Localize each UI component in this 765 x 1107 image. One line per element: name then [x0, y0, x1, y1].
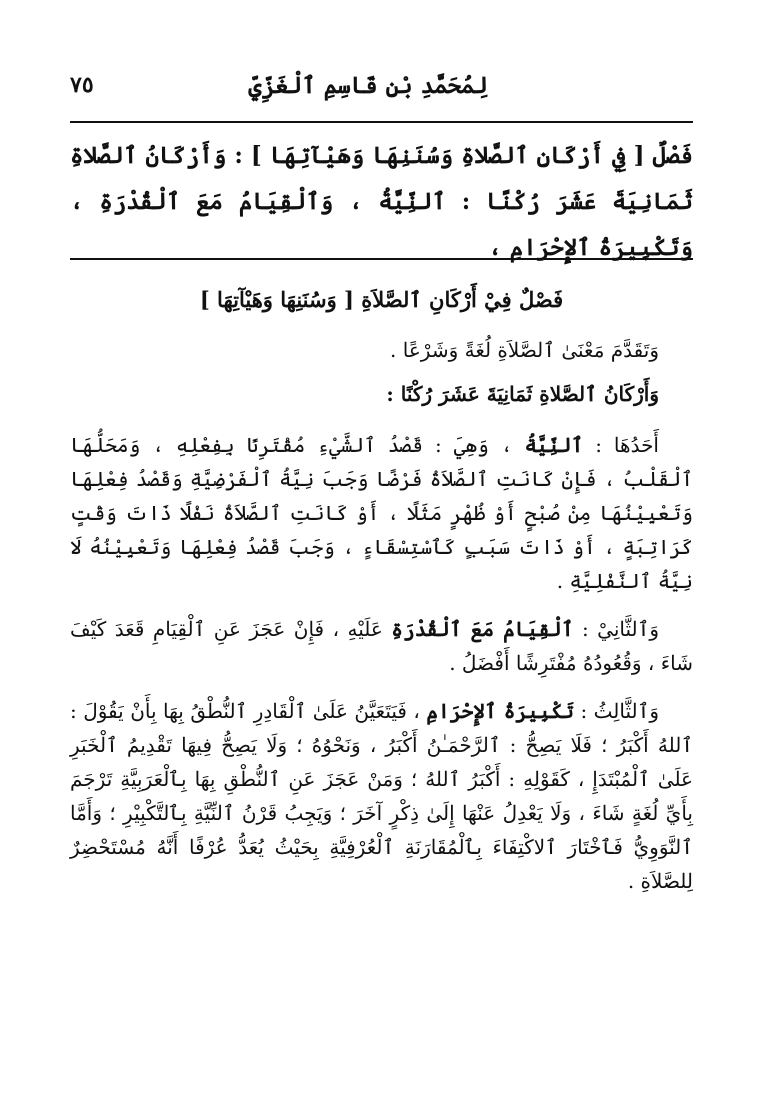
- bracket-close: ]: [250, 142, 262, 169]
- paragraph-qiyam: [70, 612, 693, 680]
- para1-lead: أَحَدُهَا :: [583, 433, 659, 457]
- section-heading: فَصْلٌ فِيْ أَرْكَانِ ٱلصَّلاَةِ [ وَسُنَنِهَا وَهَيْآتِهَا ]: [199, 287, 564, 312]
- paragraph-takbir: [70, 694, 693, 898]
- para3-lead: وَٱلثَّالِثُ :: [574, 699, 659, 723]
- paragraph-niyyah: [70, 428, 693, 598]
- para1-text: ، وَهِيَ : قَصْدُ ٱلشَّيْءِ مُقْتَرِنًا بِفِعْلِهِ ، وَمَحَلُّهَا ٱلْقَلْبُ ، فَإِنْ كَانَتِ ٱلصَّلاَةُ فَرْضًا وَجَبَ نِيَّةُ ٱلْفَرْضِيَّةِ وَقَصْدُ فِعْلِهَا وَتَعْيِيْنُهَا مِنْ صُبْحٍ أَوْ ظُهْرٍ مَثَلًا ، أَوْ كَانَتِ ٱلصَّلاَةُ نَفْلًا ذَاتَ وَقْتٍ كَرَاتِبَةٍ ، أَوْ ذَاتَ سَبَبٍ كَٱسْتِسْقَاءٍ ، وَجَبَ قَصْدُ فِعْلِهَا وَتَعْيِيْنُهُ لَا نِيَّةُ ٱلنَّفْلِيَّةِ .: [70, 433, 693, 593]
- bracket-open: [: [633, 142, 645, 169]
- matn-divider: [70, 258, 693, 260]
- commentary-text: [70, 282, 693, 912]
- para1-term: ٱلنِّيَّةُ: [524, 433, 584, 457]
- fasl-word: فَصْلٌ: [652, 142, 693, 169]
- intro-line: وَتَقَدَّمَ مَعْنَىٰ ٱلصَّلاَةِ لُغَةً وَشَرْعًا .: [390, 338, 659, 362]
- para2-text: عَلَيْهِ ، فَإِنْ عَجَزَ عَنِ ٱلْقِيَامِ قَعَدَ كَيْفَ شَاءَ ، وَقُعُودُهُ مُفْتَرِشًا أَفْضَلُ .: [70, 617, 693, 675]
- matn-text: [70, 133, 693, 271]
- subheading: وَأَرْكَانُ ٱلصَّلاةِ ثَمَانِيَةَ عَشَرَ رُكْنًا :: [386, 382, 659, 406]
- header-divider: [70, 121, 693, 123]
- page-number: ٧٥: [70, 72, 94, 98]
- para3-text: ، فَيَتَعَيَّنُ عَلَىٰ ٱلْقَادِرِ ٱلنُّطْقُ بِهَا بِأَنْ يَقُوْلَ : ٱللهُ أَكْبَرُ ؛ فَلَا يَصِحُّ : ٱلرَّحْمَـٰنُ أَكْبَرُ ، وَنَحْوُهُ ؛ وَلَا يَصِحُّ فِيهَا تَقْدِيمُ ٱلْخَبَرِ عَلَىٰ ٱلْمُبْتَدَإِ ، كَقَوْلِهِ : أَكْبَرُ ٱللهُ ؛ وَمَنْ عَجَزَ عَنِ ٱلنُّطْقِ بِهَا بِٱلْعَرَبِيَّةِ تَرْجَمَ بِأَيِّ لُغَةٍ شَاءَ ، وَلَا يَعْدِلُ عَنْهَا إِلَىٰ ذِكْرٍ آخَرَ ؛ وَيَجِبُ قَرْنُ ٱلنِّيَّةِ بِٱلتَّكْبِيْرِ ؛ وَأَمَّا ٱلنَّوَوِيُّ فَٱخْتَارَ ٱلاكْتِفَاءَ بِٱلْمُقَارَنَةِ ٱلْعُرْفِيَّةِ بِحَيْثُ يُعَدُّ عُرْفًا أَنَّهُ مُسْتَحْضِرٌ لِلصَّلاَةِ .: [70, 699, 693, 893]
- para2-lead: وَٱلثَّانِيْ :: [573, 617, 659, 641]
- page-header: [70, 70, 693, 110]
- para3-term: تَكْبِيرَةُ ٱلإِحْرَامِ: [426, 699, 575, 723]
- matn-body: : وَأَرْكَانُ ٱلصَّلاةِ ثَمَانِيَةَ عَشَرَ رُكْنًا : ٱلنِّيَّةُ ، وَٱلْقِيَامُ مَعَ ٱلْقُدْرَةِ ، وَتَكْبِيرَةُ ٱلإِحْرَامِ ،: [70, 142, 693, 261]
- para2-term: ٱلْقِيَامُ مَعَ ٱلْقُدْرَةِ: [391, 617, 574, 641]
- running-title: لِمُحَمَّدِ بْنِ قَاسِمِ ٱلْغَزِّيِّ: [248, 72, 488, 99]
- matn-heading: فِي أَرْكَانِ ٱلصَّلاةِ وَسُنَنِهَا وَهَيْآتِهَا: [269, 142, 626, 169]
